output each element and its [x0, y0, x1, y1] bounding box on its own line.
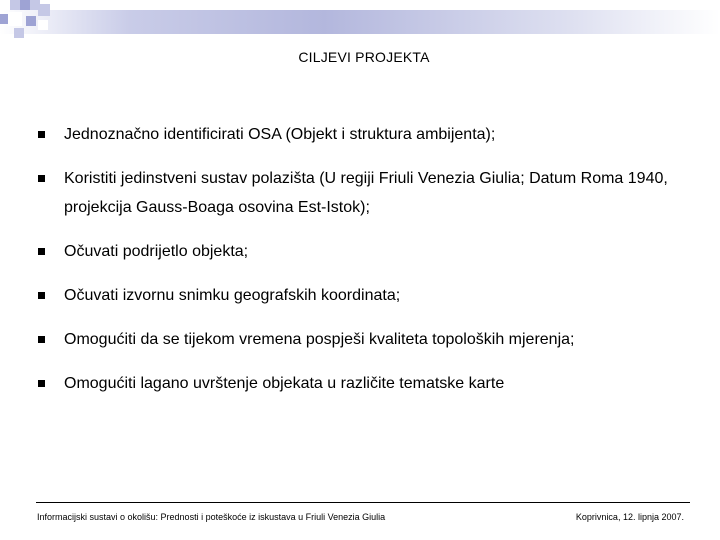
deco-square	[0, 0, 10, 10]
footer-caption: Informacijski sustavi o okolišu: Prednosti i poteškoće iz iskustava u Friuli Venezia Giulia	[37, 512, 386, 522]
bullet-square-icon	[38, 292, 45, 299]
list-item	[38, 369, 678, 398]
footer-divider	[36, 502, 690, 503]
bullet-text: Očuvati podrijetlo objekta;	[64, 243, 249, 260]
bullet-text: Jednoznačno identificirati OSA (Objekt i struktura ambijenta);	[64, 126, 496, 143]
bullet-square-icon	[38, 380, 45, 387]
list-item	[38, 237, 678, 266]
bullet-square-icon	[38, 175, 45, 182]
header-gradient-band	[0, 10, 720, 34]
deco-square	[26, 16, 36, 26]
list-item	[38, 164, 678, 222]
bullet-text: Koristiti jedinstveni sustav polazišta (U regiji Friuli Venezia Giulia; Datum Roma 1940, projekcija Gauss-Boaga osovina Est-Istok);	[64, 170, 668, 216]
bullet-square-icon	[38, 248, 45, 255]
deco-square	[20, 0, 30, 10]
deco-square	[10, 0, 20, 10]
deco-square	[38, 4, 50, 16]
deco-square	[8, 12, 22, 26]
bullet-text: Omogućiti da se tijekom vremena pospješi kvaliteta topoloških mjerenja;	[64, 331, 575, 348]
list-item	[38, 281, 678, 310]
bullet-square-icon	[38, 336, 45, 343]
slide-title: CILJEVI PROJEKTA	[298, 49, 430, 65]
deco-square	[0, 14, 8, 24]
list-item	[38, 120, 678, 149]
bullet-square-icon	[38, 131, 45, 138]
list-item	[38, 325, 678, 354]
deco-square	[14, 28, 24, 38]
bullet-text: Omogućiti lagano uvrštenje objekata u različite tematske karte	[64, 375, 505, 392]
bullet-list	[38, 120, 678, 413]
deco-square	[38, 20, 48, 30]
footer-date: Koprivnica, 12. lipnja 2007.	[575, 512, 684, 522]
bullet-text: Očuvati izvornu snimku geografskih koordinata;	[64, 287, 401, 304]
